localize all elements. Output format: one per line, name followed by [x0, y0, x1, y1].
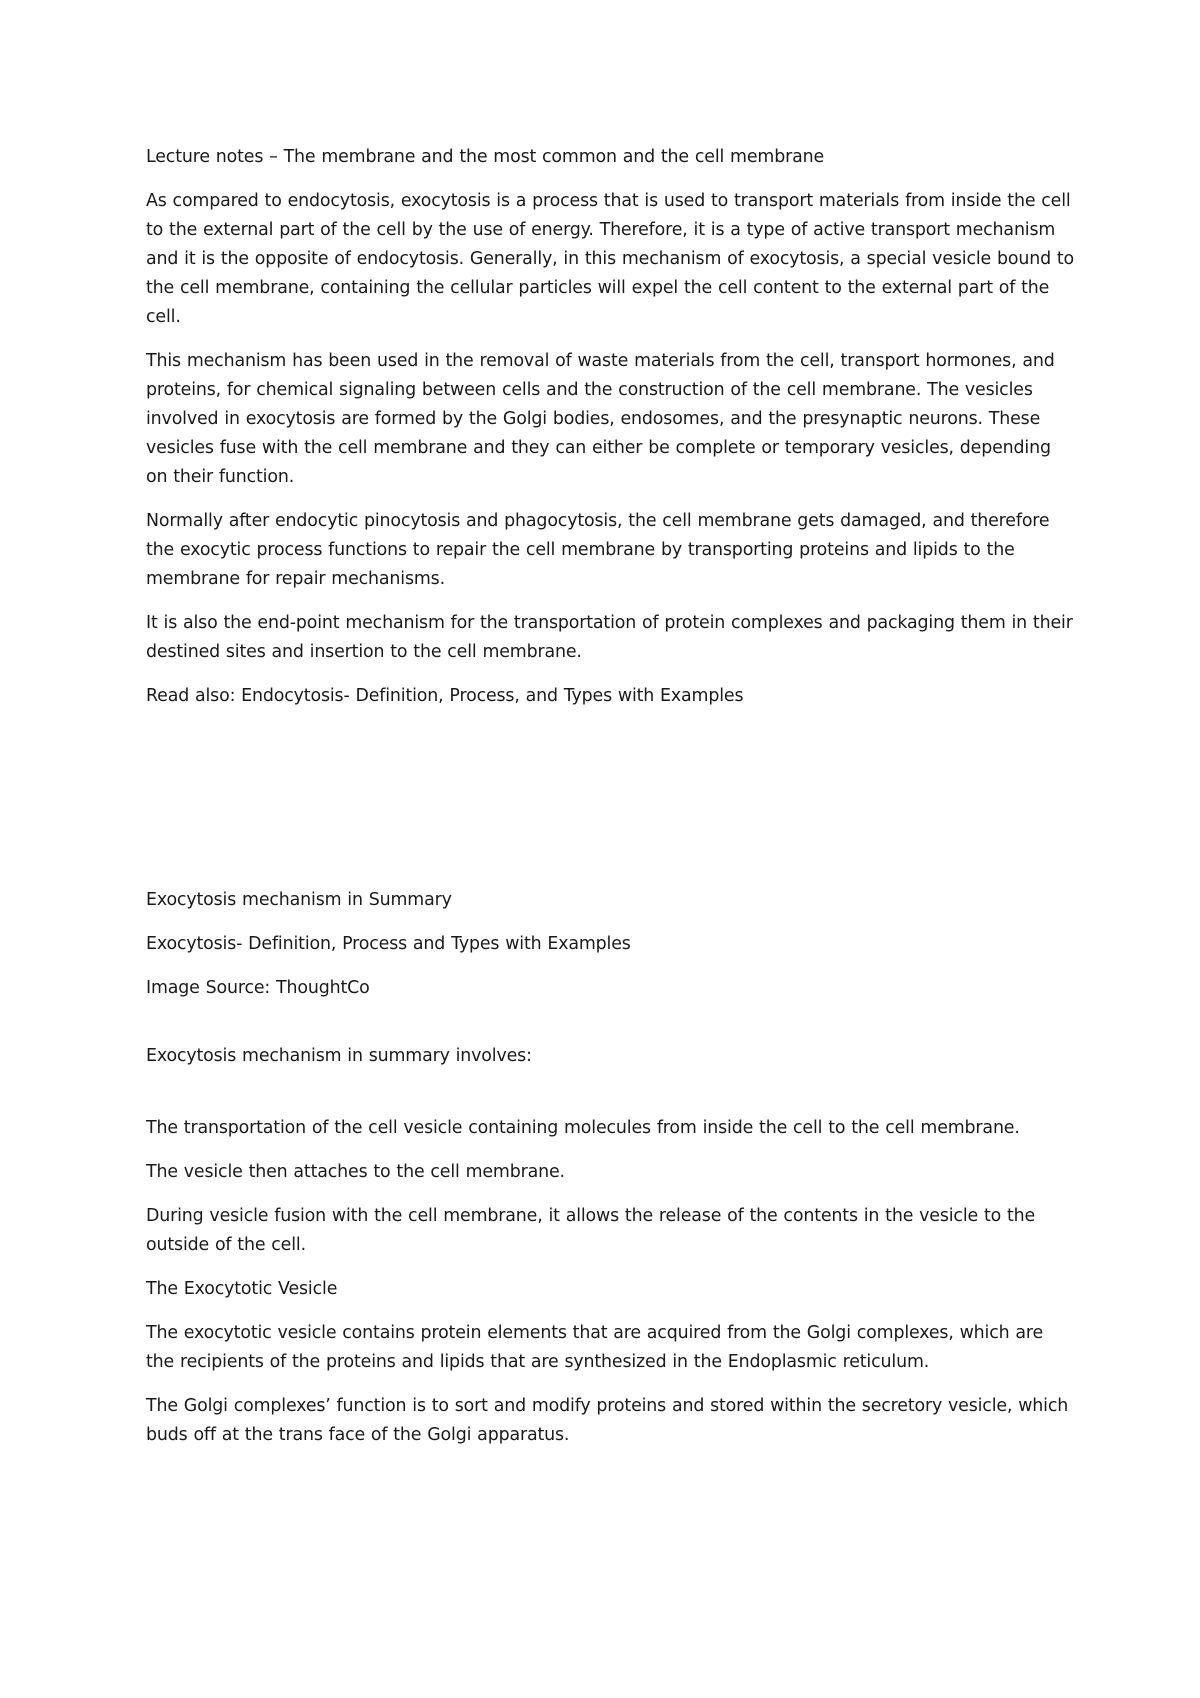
summary-heading: Exocytosis mechanism in Summary	[146, 890, 452, 910]
paragraph-end-point: It is also the end-point mechanism for the transportation of protein complexes and packaging them in their destined sites and insertion to the cell membrane.	[146, 613, 1073, 662]
paragraph-membrane-repair: Normally after endocytic pinocytosis and phagocytosis, the cell membrane gets damaged, and therefore the exocytic process functions to repair the cell membrane by transporting proteins and lipids to the membrane for repair mechanisms.	[146, 511, 1050, 589]
summary-step-2: The vesicle then attaches to the cell membrane.	[146, 1162, 565, 1182]
paragraph-golgi-function: The Golgi complexes’ function is to sort and modify proteins and stored within the secretory vesicle, which buds off at the trans face of the Golgi apparatus.	[146, 1396, 1069, 1445]
image-caption: Exocytosis- Definition, Process and Types with Examples	[146, 934, 631, 954]
image-placeholder-space	[146, 726, 1076, 886]
paragraph-vesicle-proteins: The exocytotic vesicle contains protein elements that are acquired from the Golgi complexes, which are the recipients of the proteins and lipids that are synthesized in the Endoplasmic reticulum.	[146, 1323, 1044, 1372]
spacer	[146, 1086, 1076, 1114]
vesicle-heading: The Exocytotic Vesicle	[146, 1279, 338, 1299]
read-also-link[interactable]: Read also: Endocytosis- Definition, Process, and Types with Examples	[146, 686, 744, 706]
spacer	[146, 1018, 1076, 1042]
summary-intro: Exocytosis mechanism in summary involves:	[146, 1046, 532, 1066]
summary-step-3: During vesicle fusion with the cell membrane, it allows the release of the contents in the vesicle to the outside of the cell.	[146, 1206, 1036, 1255]
summary-step-1: The transportation of the cell vesicle containing molecules from inside the cell to the cell membrane.	[146, 1118, 1020, 1138]
image-source: Image Source: ThoughtCo	[146, 978, 370, 998]
lecture-title: Lecture notes – The membrane and the most common and the cell membrane	[146, 147, 825, 167]
paragraph-mechanism-uses: This mechanism has been used in the removal of waste materials from the cell, transport hormones, and proteins, for chemical signaling between cells and the construction of the cell membrane. The vesicles involved in exocytosis are formed by the Golgi bodies, endosomes, and the presynaptic neurons. These vesicles fuse with the cell membrane and they can either be complete or temporary vesicles, depending on their function.	[146, 351, 1055, 487]
paragraph-exocytosis-intro: As compared to endocytosis, exocytosis is a process that is used to transport materials from inside the cell to the external part of the cell by the use of energy. Therefore, it is a type of active transport mechanism and it is the opposite of endocytosis. Generally, in this mechanism of exocytosis, a special vesicle bound to the cell membrane, containing the cellular particles will expel the cell content to the external part of the cell.	[146, 191, 1075, 327]
document-body	[146, 143, 1076, 1465]
